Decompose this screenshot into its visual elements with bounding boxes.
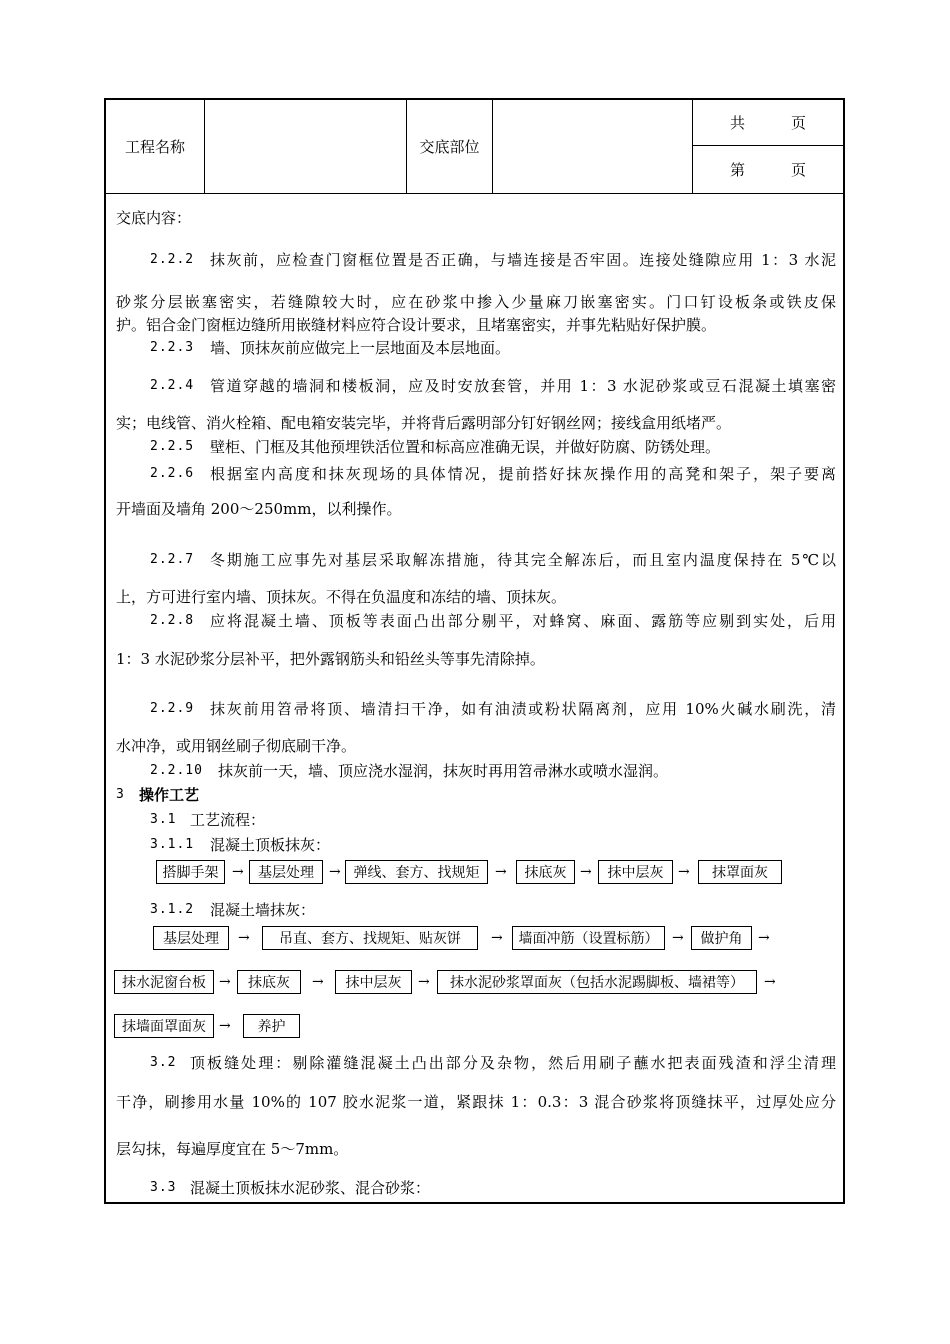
paragraph-line: 实；电线管、消火栓箱、配电箱安装完毕，并将背后露明部分钉好钢丝网；接线盒用纸堵严。 xyxy=(116,414,732,432)
flow-step: 墙面冲筋（设置标筋） xyxy=(512,926,665,950)
paragraph-line: 应将混凝土墙、顶板等表面凸出部分剔平，对蜂窝、麻面、露筋等应剔到实处，后用 xyxy=(210,612,836,630)
paragraph-line: 层勾抹，每遍厚度宜在 5～7mm。 xyxy=(116,1140,349,1158)
flow-step: 抹中层灰 xyxy=(598,860,673,884)
arrow-icon: → xyxy=(491,930,503,946)
paragraph-line: 干净，刷掺用水量 10%的 107 胶水泥浆一道，紧跟抹 1：0.3：3 混合砂浆将顶缝抹平，过厚处应分 xyxy=(116,1093,836,1111)
project-name-label: 工程名称 xyxy=(106,100,205,193)
item-number: 3.2 xyxy=(150,1055,177,1070)
paragraph-line: 根据室内高度和抹灰现场的具体情况，提前搭好抹灰操作用的高凳和架子，架子要离 xyxy=(210,465,836,483)
paragraph-line: 抹灰前一天，墙、顶应浇水湿润，抹灰时再用笤帚淋水或喷水湿润。 xyxy=(218,762,669,780)
arrow-icon: → xyxy=(580,864,592,880)
page-label: 第 xyxy=(729,161,745,179)
item-number: 3.1.2 xyxy=(150,902,195,917)
item-number: 2.2.2 xyxy=(150,252,195,267)
item-number: 2.2.7 xyxy=(150,552,195,567)
item-number: 2.2.6 xyxy=(150,466,195,481)
project-name-value[interactable] xyxy=(205,100,407,193)
paragraph-line: 护。铝合金门窗框边缝所用嵌缝材料应符合设计要求，且堵塞密实，并事先粘贴好保护膜。 xyxy=(116,316,717,334)
page-unit: 页 xyxy=(791,161,807,179)
paragraph-line: 上，方可进行室内墙、顶抹灰。不得在负温度和冻结的墙、顶抹灰。 xyxy=(116,588,567,606)
item-number: 2.2.3 xyxy=(150,340,195,355)
paragraph-line: 开墙面及墙角 200～250mm，以利操作。 xyxy=(116,500,402,518)
flow-step: 弹线、套方、找规矩 xyxy=(345,860,488,884)
flow-step: 抹罩面灰 xyxy=(698,860,782,884)
flow-step: 养护 xyxy=(243,1014,300,1038)
total-unit: 页 xyxy=(791,114,807,132)
total-pages xyxy=(693,100,843,146)
section-title: 操作工艺 xyxy=(139,786,200,804)
document-frame xyxy=(104,98,845,1204)
total-label: 共 xyxy=(729,114,745,132)
flow-step: 抹水泥窗台板 xyxy=(114,970,214,994)
paragraph-line: 抹灰前用笤帚将顶、墙清扫干净，如有油渍或粉状隔离剂，应用 10%火碱水刷洗，清 xyxy=(210,700,836,718)
disclosure-part-label: 交底部位 xyxy=(407,100,493,193)
flow-step: 抹墙面罩面灰 xyxy=(114,1014,214,1038)
paragraph-line: 混凝土顶板抹灰： xyxy=(210,836,331,854)
paragraph-line: 抹灰前，应检查门窗框位置是否正确，与墙连接是否牢固。连接处缝隙应用 1：3 水泥 xyxy=(210,251,836,269)
item-number: 3.1.1 xyxy=(150,837,195,852)
item-number: 2.2.4 xyxy=(150,378,195,393)
arrow-icon: → xyxy=(495,864,507,880)
flow-step: 抹底灰 xyxy=(516,860,575,884)
arrow-icon: → xyxy=(232,864,244,880)
arrow-icon: → xyxy=(678,864,690,880)
content-label: 交底内容： xyxy=(116,209,192,227)
arrow-icon: → xyxy=(672,930,684,946)
paragraph-line: 混凝土顶板抹水泥砂浆、混合砂浆： xyxy=(190,1179,431,1197)
header-table xyxy=(106,100,843,194)
arrow-icon: → xyxy=(219,974,231,990)
arrow-icon: → xyxy=(764,974,776,990)
paragraph-line: 砂浆分层嵌塞密实，若缝隙较大时，应在砂浆中掺入少量麻刀嵌塞密实。门口钉设板条或铁皮保 xyxy=(116,293,836,311)
paragraph-line: 水冲净，或用钢丝刷子彻底刷干净。 xyxy=(116,737,357,755)
arrow-icon: → xyxy=(219,1018,231,1034)
flow-step: 做护角 xyxy=(691,926,752,950)
item-number: 2.2.10 xyxy=(150,763,203,778)
section-number: 3 xyxy=(116,787,125,802)
paragraph-line: 冬期施工应事先对基层采取解冻措施，待其完全解冻后，而且室内温度保持在 5℃以 xyxy=(210,551,836,569)
arrow-icon: → xyxy=(312,974,324,990)
arrow-icon: → xyxy=(418,974,430,990)
flow-step: 搭脚手架 xyxy=(156,860,225,884)
item-number: 2.2.9 xyxy=(150,701,195,716)
flow-step: 抹中层灰 xyxy=(335,970,412,994)
item-number: 2.2.5 xyxy=(150,439,195,454)
item-number: 3.3 xyxy=(150,1180,177,1195)
arrow-icon: → xyxy=(238,930,250,946)
arrow-icon: → xyxy=(758,930,770,946)
paragraph-line: 管道穿越的墙洞和楼板洞，应及时安放套管，并用 1：3 水泥砂浆或豆石混凝土填塞密 xyxy=(210,377,836,395)
flow-step: 基层处理 xyxy=(153,926,229,950)
arrow-icon: → xyxy=(329,864,341,880)
flow-step: 抹底灰 xyxy=(237,970,301,994)
paragraph-line: 工艺流程： xyxy=(190,811,266,829)
flow-step: 抹水泥砂浆罩面灰（包括水泥踢脚板、墙裙等） xyxy=(437,970,757,994)
paragraph-line: 1：3 水泥砂浆分层补平，把外露钢筋头和铅丝头等事先清除掉。 xyxy=(116,650,545,668)
paragraph-line: 混凝土墙抹灰： xyxy=(210,901,316,919)
disclosure-part-value[interactable] xyxy=(493,100,693,193)
paragraph-line: 顶板缝处理：剔除灌缝混凝土凸出部分及杂物，然后用刷子蘸水把表面残渣和浮尘清理 xyxy=(190,1054,836,1072)
item-number: 2.2.8 xyxy=(150,613,195,628)
paragraph-line: 墙、顶抹灰前应做完上一层地面及本层地面。 xyxy=(210,339,511,357)
item-number: 3.1 xyxy=(150,812,177,827)
flow-step: 吊直、套方、找规矩、贴灰饼 xyxy=(262,926,478,950)
page-number xyxy=(693,146,843,193)
flow-step: 基层处理 xyxy=(249,860,323,884)
paragraph-line: 壁柜、门框及其他预埋铁活位置和标高应准确无误，并做好防腐、防锈处理。 xyxy=(210,438,721,456)
